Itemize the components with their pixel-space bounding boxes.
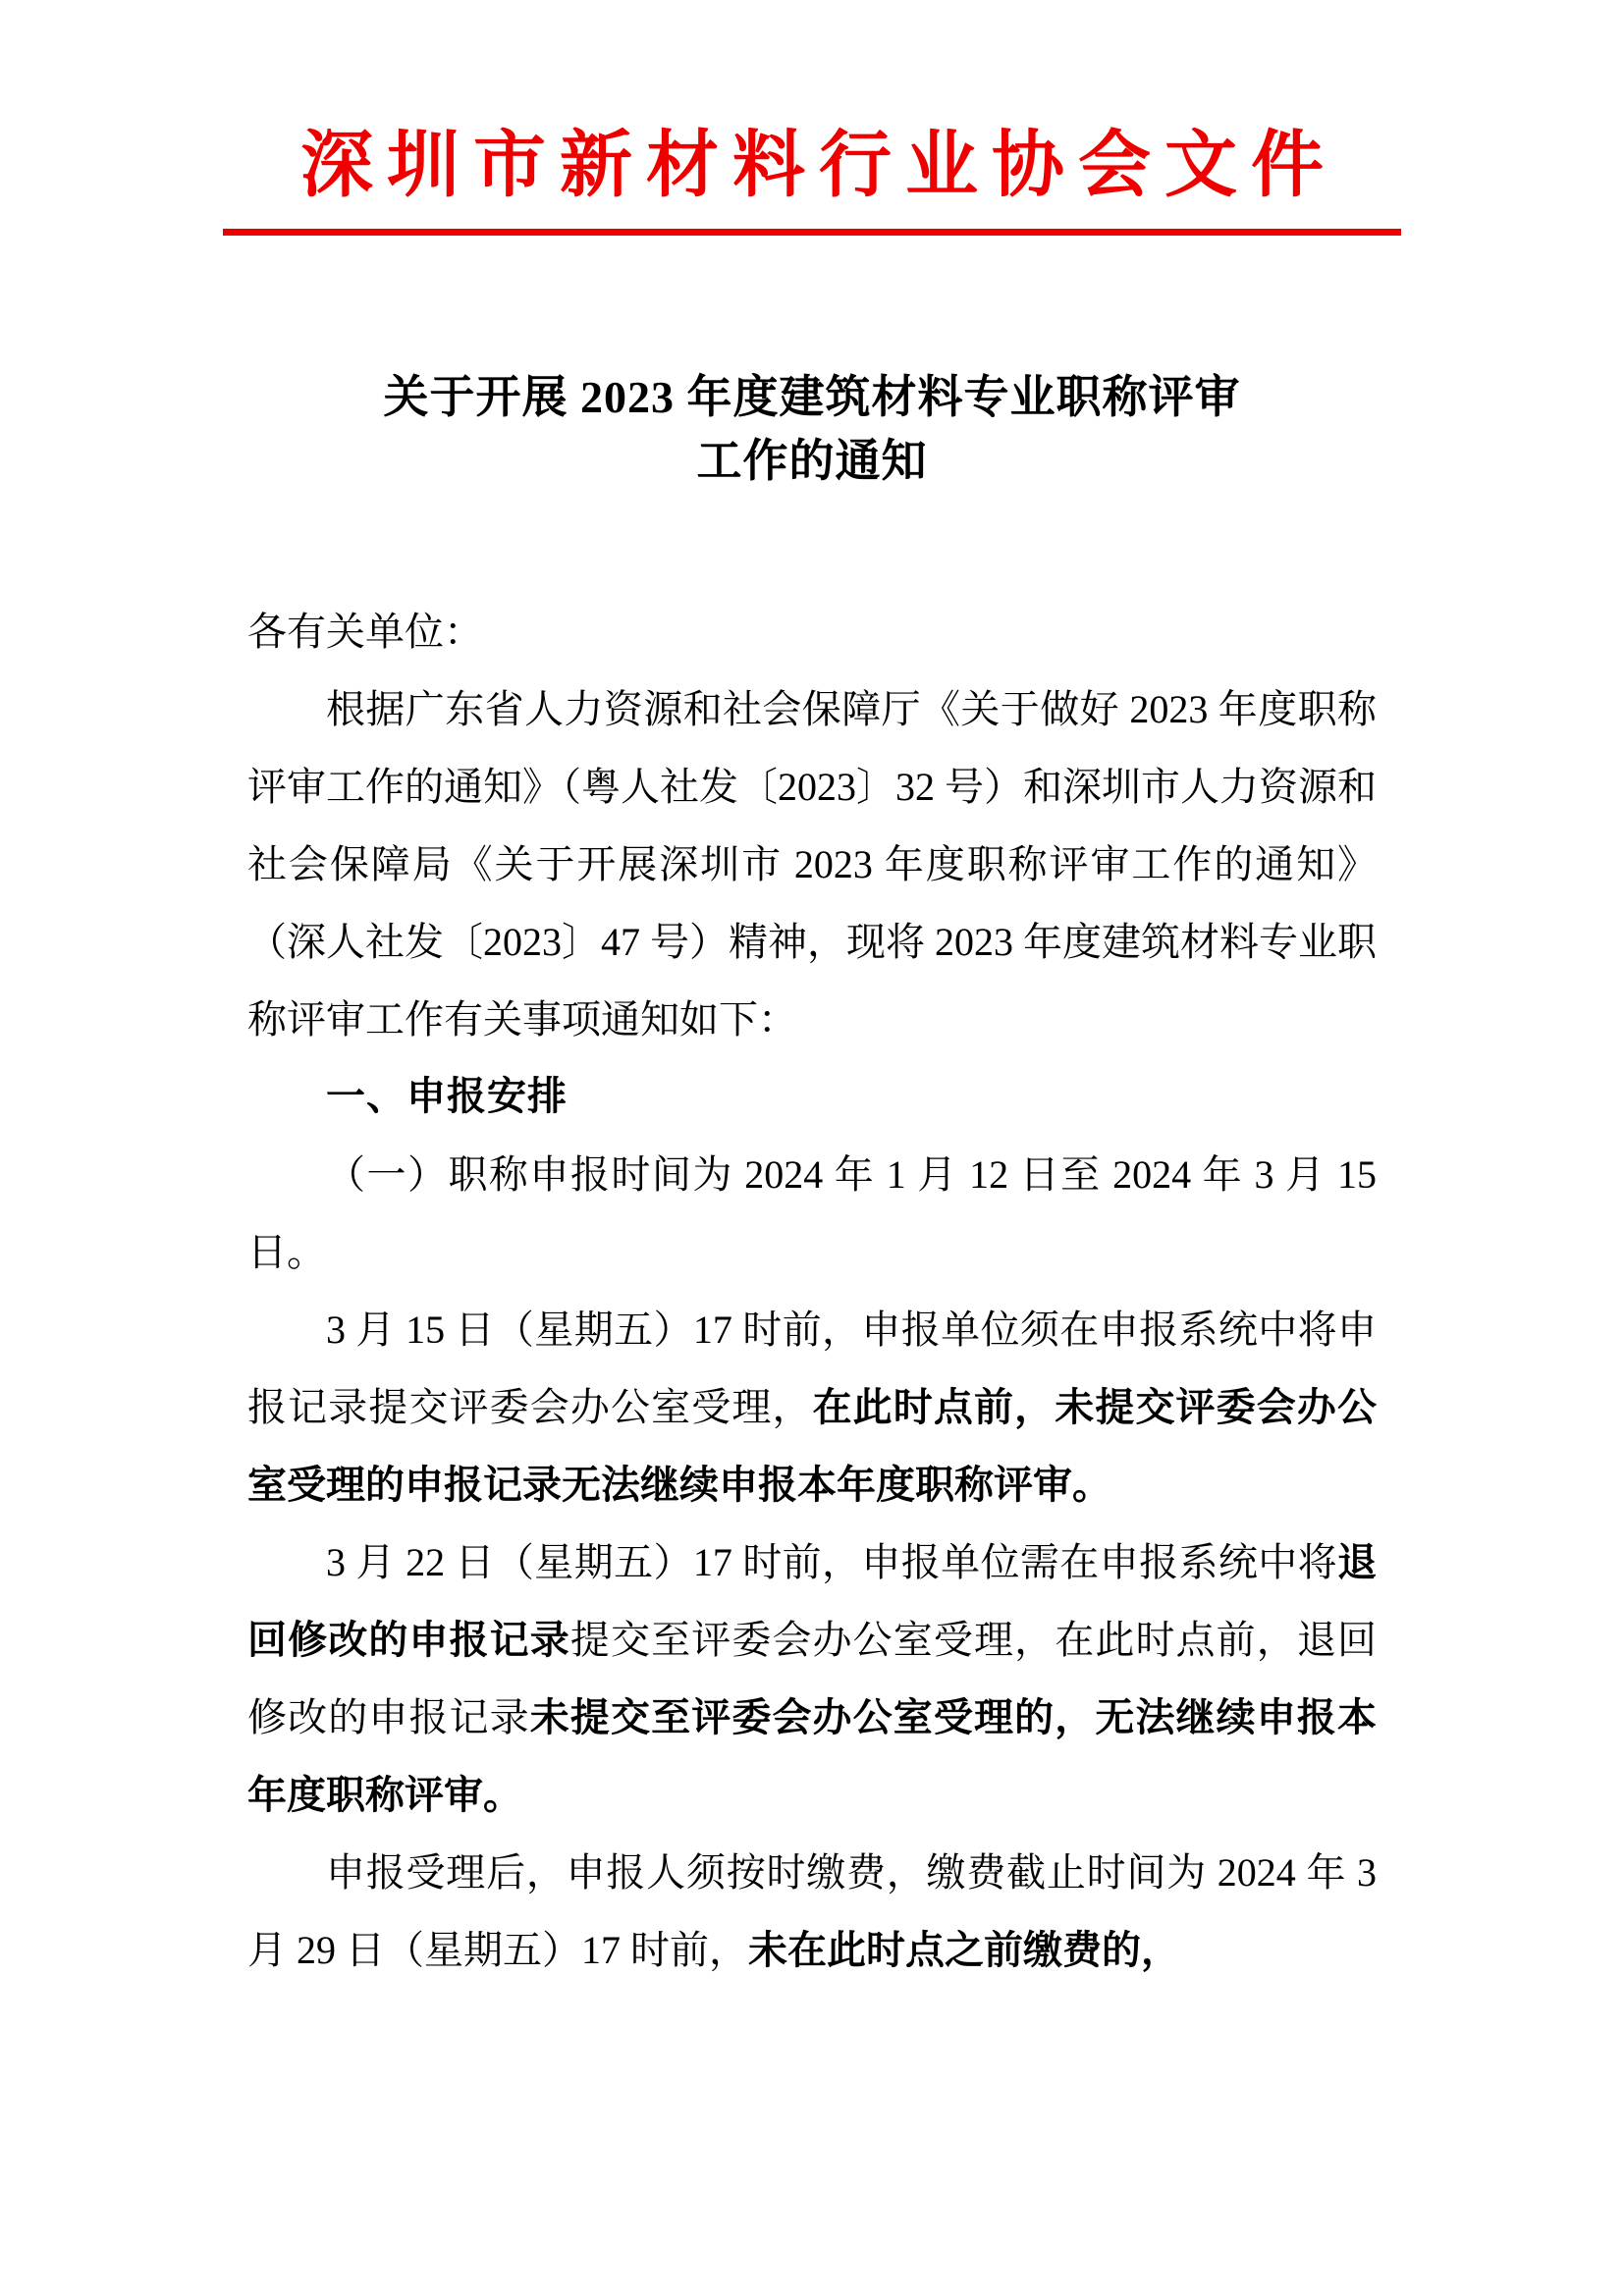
paragraph-intro	[247, 670, 1377, 1058]
text-run-1: 退回修改的申报记录	[247, 1540, 1377, 1662]
paragraph-item-2	[247, 1291, 1377, 1523]
text-run-0: （一）职称申报时间为 2024 年 1 月 12 日至 2024 年 3 月 15 日。	[247, 1152, 1377, 1274]
document-body	[247, 593, 1377, 1989]
text-run-0: 3 月 22 日（星期五）17 时前，申报单位需在申报系统中将	[326, 1540, 1337, 1584]
letterhead	[0, 126, 1624, 236]
letterhead-organization-title: 深圳市新材料行业协会文件	[300, 126, 1337, 206]
text-run-0: 根据广东省人力资源和社会保障厅《关于做好 2023 年度职称评审工作的通知》（粤人社发〔2023〕32 号）和深圳市人力资源和社会保障局《关于开展深圳市 2023 年度职称评审工作的通知》（深人社发〔2023〕47 号）精神，现将 2023 年度建筑材料专业职称评审工作有关事项通知如下：	[247, 687, 1377, 1041]
text-run-0: 3 月 15 日（星期五）17 时前，申报单位须在申报系统中将申报记录提交评委会办公室受理，	[247, 1308, 1377, 1429]
text-run-1: 未在此时点之前缴费的，	[748, 1928, 1180, 1972]
text-run-3: 未提交至评委会办公室受理的，无法继续申报本年度职称评审。	[247, 1695, 1378, 1817]
paragraph-item-4	[247, 1834, 1377, 1989]
letterhead-red-rule	[223, 229, 1401, 236]
text-run-0: 申报受理后，申报人须按时缴费，缴费截止时间为 2024 年 3 月 29 日（星期五）17 时前，	[247, 1850, 1377, 1972]
salutation: 各有关单位：	[247, 610, 483, 654]
document-title-line-2: 工作的通知	[696, 436, 928, 487]
paragraph-item-3	[247, 1523, 1377, 1834]
document-title-line-1: 关于开展 2023 年度建筑材料专业职称评审	[383, 372, 1241, 422]
section-heading-application-arrangement: 一、申报安排	[326, 1074, 568, 1119]
paragraph-item-1	[247, 1136, 1377, 1291]
text-run-2: 提交至评委会办公室受理，在此时点前，退回修改的申报记录	[247, 1618, 1378, 1739]
document-title	[223, 365, 1401, 494]
text-run-1: 在此时点前，未提交评委会办公室受理的申报记录无法继续申报本年度职称评审。	[247, 1385, 1378, 1507]
